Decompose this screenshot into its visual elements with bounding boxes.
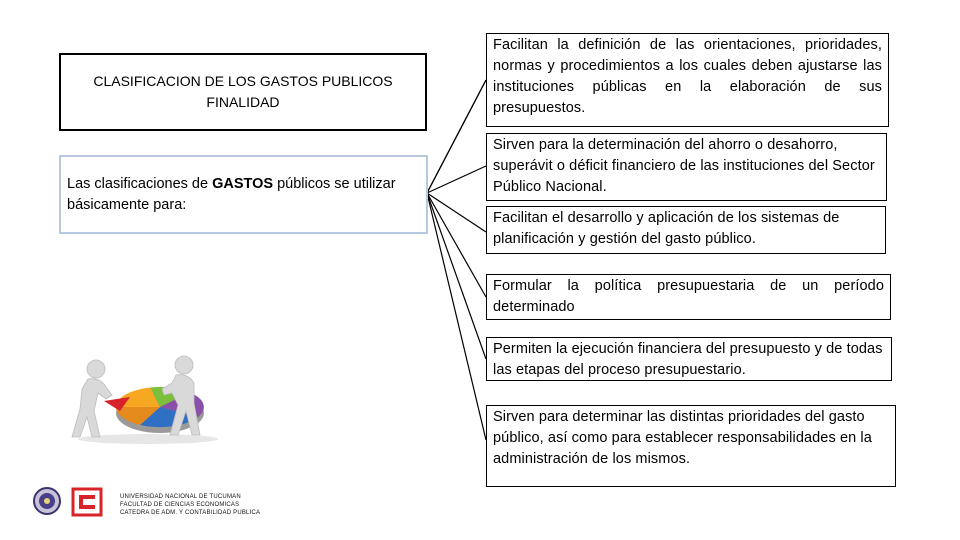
item-box-5 xyxy=(486,337,892,381)
connector-item-5 xyxy=(427,193,486,359)
footer-line-2: FACULTAD DE CIENCIAS ECONOMICAS xyxy=(120,502,240,508)
item-text-4: Formular la política presupuestaria de un período determinado xyxy=(493,278,884,315)
item-text-1: Facilitan la definición de las orientaciones, prioridades, normas y procedimientos a los cuales deben ajustarse las instituciones públicas en la elaboración de sus presupuestos. xyxy=(493,37,882,116)
connector-item-4 xyxy=(427,193,486,297)
item-text-3: Facilitan el desarrollo y aplicación de los sistemas de planificación y gestión del gasto público. xyxy=(493,210,840,247)
item-box-2 xyxy=(486,133,887,201)
title-line-1: CLASIFICACION DE LOS GASTOS PUBLICOS xyxy=(93,73,393,89)
footer-text xyxy=(120,493,260,517)
item-box-1 xyxy=(486,33,889,127)
connector-item-2 xyxy=(427,166,486,193)
intro-text-bold: GASTOS xyxy=(212,175,274,192)
people-pie-chart-icon xyxy=(60,355,225,445)
item-box-6 xyxy=(486,405,896,487)
connector-item-1 xyxy=(427,80,486,193)
connector-item-6 xyxy=(427,193,486,440)
footer-line-3: CATEDRA DE ADM. Y CONTABILIDAD PUBLICA xyxy=(120,510,261,516)
item-text-2: Sirven para la determinación del ahorro o desahorro, superávit o déficit financiero de las instituciones del Sector Público Nacional. xyxy=(493,137,875,195)
intro-text xyxy=(67,174,418,216)
title-line-2: FINALIDAD xyxy=(206,94,280,110)
item-text-6: Sirven para determinar las distintas prioridades del gasto público, así como para establecer responsabilidades en la administración de los mismos. xyxy=(493,409,872,467)
footer-line-1: UNIVERSIDAD NACIONAL DE TUCUMAN xyxy=(120,494,241,500)
connector-item-3 xyxy=(427,193,486,232)
title-box xyxy=(59,53,427,131)
intro-text-after: públicos se utilizar básicamente para: xyxy=(67,175,396,213)
intro-text-before: Las clasificaciones de xyxy=(67,175,213,192)
item-box-3 xyxy=(486,206,886,254)
footer-logos xyxy=(33,483,103,523)
item-box-4 xyxy=(486,274,891,320)
university-seal-icon xyxy=(34,488,60,514)
faculty-logo-icon xyxy=(73,489,101,515)
item-text-5: Permiten la ejecución financiera del presupuesto y de todas las etapas del proceso presupuestario. xyxy=(493,341,883,378)
intro-box xyxy=(59,155,428,234)
